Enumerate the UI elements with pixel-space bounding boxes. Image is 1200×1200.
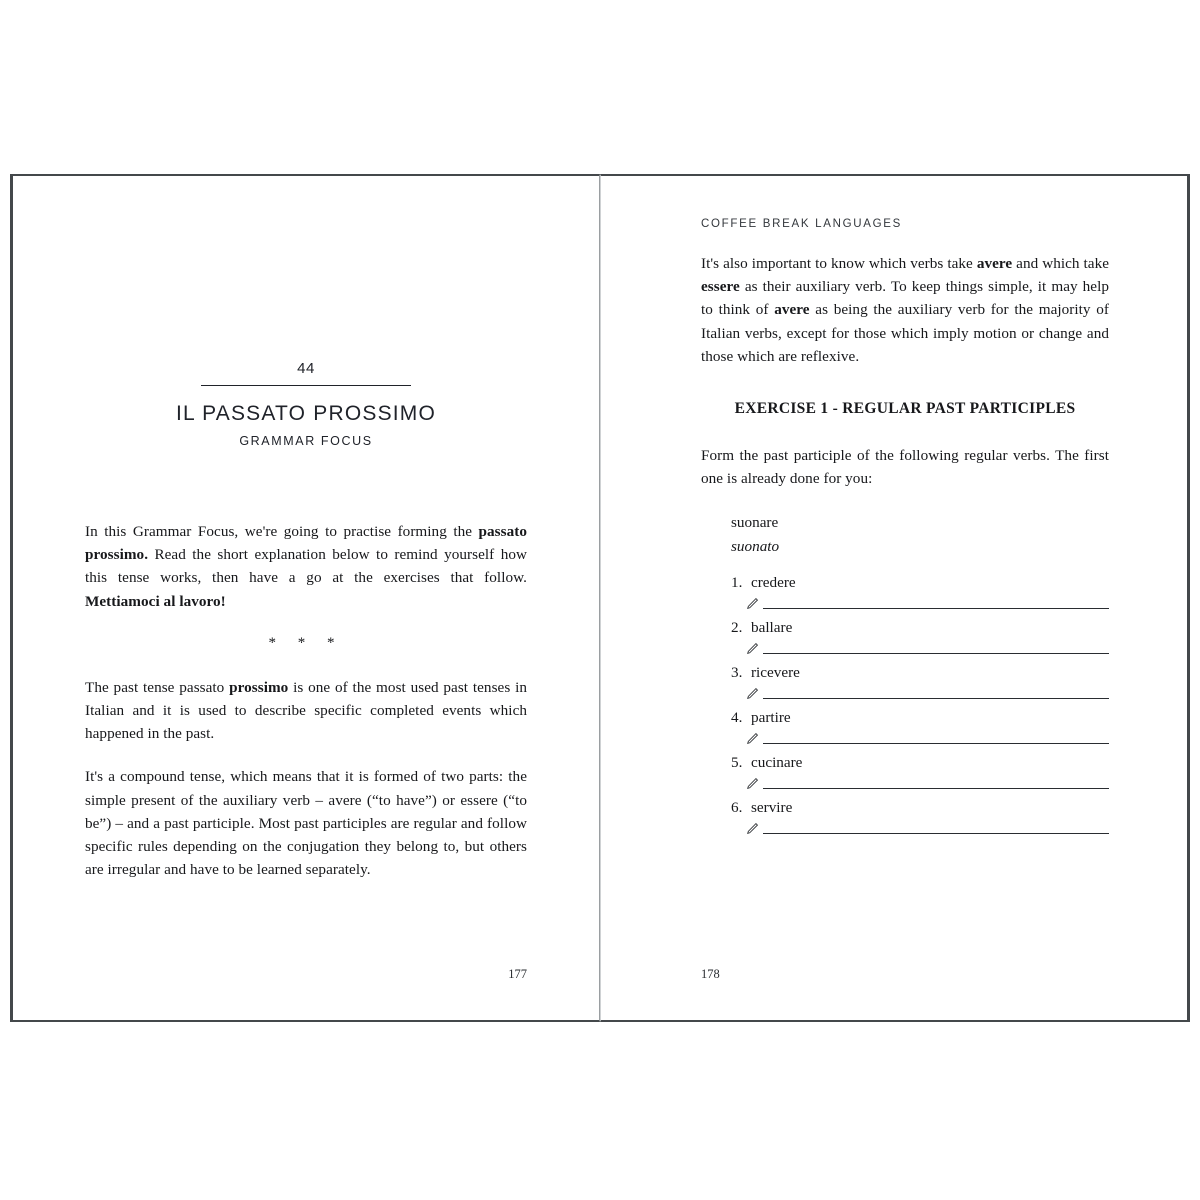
section-divider-asterisks: * * * bbox=[268, 634, 344, 651]
explanation-text-b: is one of the most used past tenses in Italian and it is used to describe specific completed events which happened in the past. bbox=[85, 678, 527, 743]
pencil-icon bbox=[745, 687, 759, 701]
pencil-icon bbox=[745, 642, 759, 656]
chapter-number: 44 bbox=[297, 360, 315, 377]
intro-term-passato-prossimo: passato prossimo. bbox=[85, 523, 527, 564]
answer-line[interactable] bbox=[745, 730, 1109, 744]
list-item bbox=[731, 617, 1109, 654]
running-head: COFFEE BREAK LANGUAGES bbox=[701, 218, 902, 230]
example-answer-participle: suonato bbox=[731, 538, 780, 556]
pencil-icon bbox=[745, 777, 759, 791]
answer-line[interactable] bbox=[745, 685, 1109, 699]
answer-rule[interactable] bbox=[763, 640, 1109, 654]
page-title: IL PASSATO PROSSIMO bbox=[175, 402, 437, 425]
page-number-right: 178 bbox=[701, 967, 720, 981]
exercise-item-verb: cucinare bbox=[751, 754, 803, 772]
answer-rule[interactable] bbox=[763, 685, 1109, 699]
exercise-item-text bbox=[731, 572, 1109, 593]
exercise-item-verb: partire bbox=[751, 709, 791, 727]
exercise-item-text bbox=[731, 707, 1109, 728]
aux-text-c: as their auxiliary verb. To keep things simple, it may help to think of bbox=[701, 278, 1109, 319]
page-subtitle: GRAMMAR FOCUS bbox=[239, 434, 373, 448]
intro-call-to-action: Mettiamoci al lavoro! bbox=[85, 592, 226, 610]
chapter-divider-rule bbox=[201, 385, 411, 386]
page-left bbox=[10, 174, 600, 1022]
explanation-text-a: The past tense passato bbox=[85, 678, 230, 696]
chapter-header bbox=[85, 360, 527, 448]
exercise-item-text bbox=[731, 797, 1109, 818]
page-number-left: 177 bbox=[508, 967, 527, 981]
book-spread bbox=[10, 174, 1190, 1022]
answer-line[interactable] bbox=[745, 640, 1109, 654]
exercise-instructions: Form the past participle of the following regular verbs. The first one is already done for you: bbox=[701, 447, 1109, 488]
page-right bbox=[600, 174, 1190, 1022]
aux-text-b: and which take bbox=[1012, 255, 1110, 272]
answer-line[interactable] bbox=[745, 595, 1109, 609]
answer-rule[interactable] bbox=[763, 730, 1109, 744]
intro-paragraph bbox=[85, 520, 527, 613]
answer-line[interactable] bbox=[745, 820, 1109, 834]
exercise-item-verb: ricevere bbox=[751, 664, 800, 682]
answer-rule[interactable] bbox=[763, 775, 1109, 789]
answer-line[interactable] bbox=[745, 775, 1109, 789]
list-item bbox=[731, 797, 1109, 834]
pencil-icon bbox=[745, 822, 759, 836]
exercise-item-number: 1. bbox=[731, 574, 743, 592]
list-item bbox=[731, 752, 1109, 789]
list-item bbox=[731, 707, 1109, 744]
intro-text-b: Read the short explanation below to remind yourself how this tense works, then have a go at the exercises that follow. bbox=[85, 546, 527, 587]
intro-text-a: In this Grammar Focus, we're going to practise forming the bbox=[85, 523, 479, 540]
aux-text-d: as being the auxiliary verb for the majority of Italian verbs, except for those which imply motion or change and those which are reflexive. bbox=[701, 301, 1109, 365]
explanation-term-prossimo: prossimo bbox=[229, 678, 289, 696]
aux-term-avere-1: avere bbox=[976, 255, 1013, 272]
exercise-item-number: 4. bbox=[731, 709, 743, 727]
explanation-paragraph-2: It's a compound tense, which means that it is formed of two parts: the simple present of the auxiliary verb – avere (“to have”) or essere (“to be”) – and a past participle. Most past participles are regular and follow specific rules depending on the conjugation they belong to, but others are irregular and have to be learned separately. bbox=[85, 768, 527, 879]
answer-rule[interactable] bbox=[763, 820, 1109, 834]
aux-term-avere-2: avere bbox=[774, 301, 810, 319]
aux-term-essere: essere bbox=[701, 278, 740, 296]
answer-rule[interactable] bbox=[763, 595, 1109, 609]
exercise-item-text bbox=[731, 752, 1109, 773]
exercise-item-number: 3. bbox=[731, 664, 743, 682]
exercise-item-verb: credere bbox=[751, 574, 796, 592]
exercise-item-verb: servire bbox=[751, 799, 793, 817]
auxiliary-verb-paragraph bbox=[701, 252, 1109, 368]
exercise-item-list bbox=[731, 572, 1109, 834]
explanation-paragraph-1 bbox=[85, 676, 527, 746]
exercise-item-text bbox=[731, 617, 1109, 638]
aux-text-a: It's also important to know which verbs take bbox=[701, 255, 977, 272]
pencil-icon bbox=[745, 597, 759, 611]
exercise-item-number: 5. bbox=[731, 754, 743, 772]
exercise-heading: EXERCISE 1 - REGULAR PAST PARTICIPLES bbox=[734, 400, 1076, 418]
exercise-item-number: 2. bbox=[731, 619, 743, 637]
list-item bbox=[731, 662, 1109, 699]
exercise-item-verb: ballare bbox=[751, 619, 793, 637]
exercise-item-number: 6. bbox=[731, 799, 743, 817]
example-prompt-verb: suonare bbox=[731, 514, 779, 532]
pencil-icon bbox=[745, 732, 759, 746]
exercise-example bbox=[731, 512, 1109, 558]
list-item bbox=[731, 572, 1109, 609]
exercise-item-text bbox=[731, 662, 1109, 683]
